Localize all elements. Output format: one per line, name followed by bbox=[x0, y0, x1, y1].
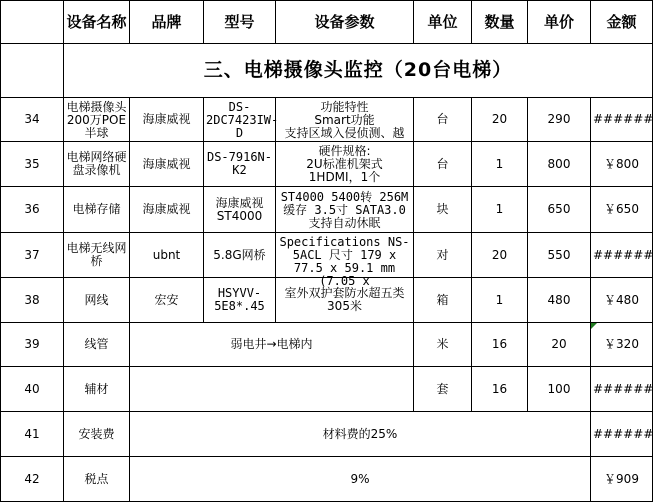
model-cell[interactable]: 5.8G网桥 bbox=[204, 233, 276, 278]
header-amount[interactable]: 金额 bbox=[591, 1, 653, 44]
row-number[interactable]: 34 bbox=[1, 98, 64, 142]
brand-cell[interactable]: 宏安 bbox=[130, 278, 204, 323]
device-name[interactable] bbox=[64, 98, 130, 142]
params-text: Specifications NS-5ACL 尺寸 179 x 77.5 x 59.1 mm (7.05 x bbox=[279, 235, 410, 288]
unit-cell[interactable]: 台 bbox=[414, 142, 472, 187]
amount-cell[interactable]: ###### bbox=[591, 98, 653, 142]
table-row bbox=[1, 367, 653, 412]
brand-cell[interactable]: 海康威视 bbox=[130, 142, 204, 187]
params-text: ST4000 5400转 256M缓存 3.5寸 SATA3.0 支持自动休眠 bbox=[280, 189, 409, 230]
price-cell[interactable]: 650 bbox=[528, 187, 591, 233]
unit-cell[interactable]: 箱 bbox=[414, 278, 472, 323]
amount-text: ￥320 bbox=[604, 337, 639, 351]
qty-cell[interactable]: 16 bbox=[472, 323, 528, 367]
table-row bbox=[1, 323, 653, 367]
device-name-text: 电梯摄像头200万POE半球 bbox=[66, 99, 127, 140]
section-blank-cell[interactable] bbox=[1, 44, 64, 98]
device-name[interactable] bbox=[64, 142, 130, 187]
model-cell[interactable] bbox=[204, 278, 276, 323]
table-row bbox=[1, 412, 653, 457]
qty-cell[interactable]: 16 bbox=[472, 367, 528, 412]
qty-cell[interactable]: 1 bbox=[472, 142, 528, 187]
row-number[interactable]: 37 bbox=[1, 233, 64, 278]
amount-cell[interactable]: ￥650 bbox=[591, 187, 653, 233]
row-number[interactable]: 39 bbox=[1, 323, 64, 367]
comment-marker-icon bbox=[591, 323, 597, 329]
params-text: 功能特性 Smart功能 支持区域入侵侦测、越 bbox=[284, 99, 405, 140]
brand-cell[interactable]: 海康威视 bbox=[130, 187, 204, 233]
row-number[interactable]: 42 bbox=[1, 457, 64, 502]
qty-cell[interactable]: 20 bbox=[472, 233, 528, 278]
header-price[interactable]: 单价 bbox=[528, 1, 591, 44]
unit-cell[interactable]: 套 bbox=[414, 367, 472, 412]
price-cell[interactable]: 550 bbox=[528, 233, 591, 278]
section-title[interactable]: 三、电梯摄像头监控（20台电梯） bbox=[64, 44, 653, 98]
device-name[interactable]: 税点 bbox=[64, 457, 130, 502]
device-name[interactable]: 线管 bbox=[64, 323, 130, 367]
params-cell[interactable] bbox=[276, 187, 414, 233]
amount-cell[interactable] bbox=[591, 323, 653, 367]
qty-cell[interactable]: 1 bbox=[472, 278, 528, 323]
price-cell[interactable]: 290 bbox=[528, 98, 591, 142]
row-number[interactable]: 41 bbox=[1, 412, 64, 457]
model-text: DS-2DC7423IW-D bbox=[206, 99, 279, 140]
header-params[interactable]: 设备参数 bbox=[276, 1, 414, 44]
device-name[interactable] bbox=[64, 233, 130, 278]
device-name[interactable]: 辅材 bbox=[64, 367, 130, 412]
header-blank-cell[interactable] bbox=[1, 1, 64, 44]
device-name[interactable]: 网线 bbox=[64, 278, 130, 323]
model-text: HSYVV-5E8*.45 bbox=[214, 286, 265, 313]
amount-cell[interactable]: ###### bbox=[591, 367, 653, 412]
price-cell[interactable]: 800 bbox=[528, 142, 591, 187]
row-number[interactable]: 35 bbox=[1, 142, 64, 187]
merged-description-cell[interactable]: 弱电井→电梯内 bbox=[130, 323, 414, 367]
model-text: 海康威视ST4000 bbox=[215, 195, 264, 223]
row-number[interactable]: 38 bbox=[1, 278, 64, 323]
table-row bbox=[1, 187, 653, 233]
device-name[interactable]: 安装费 bbox=[64, 412, 130, 457]
model-cell[interactable] bbox=[204, 98, 279, 142]
device-name-text: 电梯无线网桥 bbox=[66, 241, 127, 268]
model-cell[interactable] bbox=[204, 187, 276, 233]
amount-cell[interactable]: ￥800 bbox=[591, 142, 653, 187]
brand-cell[interactable]: ubnt bbox=[130, 233, 204, 278]
header-brand[interactable]: 品牌 bbox=[130, 1, 204, 44]
params-text: 硬件规格: 2U标准机架式 1HDMI，1个 bbox=[306, 144, 383, 184]
unit-cell[interactable]: 台 bbox=[414, 98, 472, 142]
section-row bbox=[1, 44, 653, 98]
params-cell[interactable] bbox=[276, 233, 414, 288]
unit-cell[interactable]: 米 bbox=[414, 323, 472, 367]
table-row bbox=[1, 98, 653, 142]
header-name[interactable]: 设备名称 bbox=[64, 1, 130, 44]
row-number[interactable]: 36 bbox=[1, 187, 64, 233]
header-unit[interactable]: 单位 bbox=[414, 1, 472, 44]
unit-cell[interactable]: 对 bbox=[414, 233, 472, 278]
amount-cell[interactable]: ￥480 bbox=[591, 278, 653, 323]
merged-description-cell[interactable]: 材料费的25% bbox=[130, 412, 591, 457]
qty-cell[interactable]: 20 bbox=[472, 98, 528, 142]
row-number[interactable]: 40 bbox=[1, 367, 64, 412]
params-cell[interactable] bbox=[276, 98, 414, 142]
amount-cell[interactable]: ###### bbox=[591, 412, 653, 457]
table-row bbox=[1, 233, 653, 278]
params-cell[interactable] bbox=[276, 142, 414, 187]
brand-cell[interactable]: 海康威视 bbox=[130, 98, 204, 142]
device-name[interactable]: 电梯存储 bbox=[64, 187, 130, 233]
merged-description-cell[interactable] bbox=[130, 367, 414, 412]
header-qty[interactable]: 数量 bbox=[472, 1, 528, 44]
header-row bbox=[1, 1, 653, 44]
amount-cell[interactable]: ￥909 bbox=[591, 457, 653, 502]
device-name-text: 电梯网络硬盘录像机 bbox=[66, 150, 127, 177]
table-row bbox=[1, 142, 653, 187]
amount-cell[interactable]: ###### bbox=[591, 233, 653, 278]
price-cell[interactable]: 20 bbox=[528, 323, 591, 367]
table-row bbox=[1, 457, 653, 502]
unit-cell[interactable]: 块 bbox=[414, 187, 472, 233]
params-text: 室外双护套防水超五类305米 bbox=[284, 286, 405, 313]
model-text: DS-7916N-K2 bbox=[206, 150, 273, 177]
merged-description-cell[interactable]: 9% bbox=[130, 457, 591, 502]
qty-cell[interactable]: 1 bbox=[472, 187, 528, 233]
model-cell[interactable] bbox=[204, 142, 276, 187]
header-model[interactable]: 型号 bbox=[204, 1, 276, 44]
price-cell[interactable]: 100 bbox=[528, 367, 591, 412]
price-cell[interactable]: 480 bbox=[528, 278, 591, 323]
